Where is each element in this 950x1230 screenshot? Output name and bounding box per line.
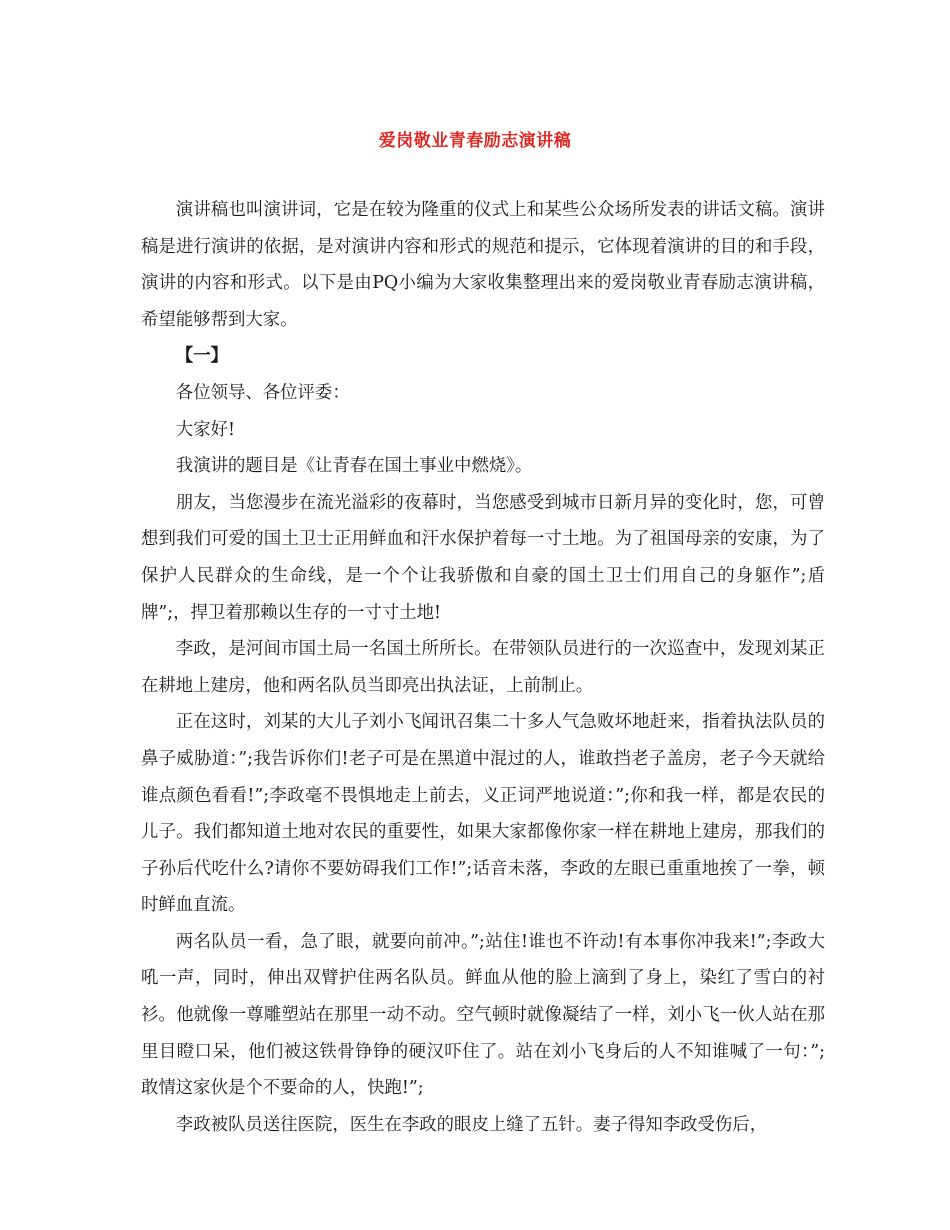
- paragraph: 李政，是河间市国土局一名国土所所长。在带领队员进行的一次巡查中，发现刘某正在耕地上建房，他和两名队员当即亮出执法证，上前制止。: [141, 639, 825, 696]
- paragraph-salutation: 各位领导、各位评委：: [175, 382, 350, 403]
- paragraph: 李政被队员送往医院，医生在李政的眼皮上缝了五针。妻子得知李政受伤后，: [175, 1114, 768, 1135]
- paragraph-intro: 演讲稿也叫演讲词，它是在较为隆重的仪式上和某些公众场所发表的讲话文稿。演讲稿是进行演讲的依据，是对演讲内容和形式的规范和提示，它体现着演讲的目的和手段，演讲的内容和形式。以下是由PQ小编为大家收集整理出来的爱岗敬业青春励志演讲稿，希望能够帮到大家。: [141, 200, 825, 330]
- document-title: 爱岗敬业青春励志演讲稿: [378, 131, 572, 151]
- document-body: [141, 192, 825, 1143]
- paragraph-greeting: 大家好!: [175, 419, 235, 440]
- paragraph: 朋友，当您漫步在流光溢彩的夜幕时，当您感受到城市日新月异的变化时，您，可曾想到我们可爱的国土卫士正用鲜血和汗水保护着每一寸土地。为了祖国母亲的安康，为了保护人民群众的生命线，是一个个让我骄傲和自豪的国土卫士们用自己的身躯作”;盾牌”;，捍卫着那赖以生存的一寸寸土地!: [141, 492, 825, 623]
- section-heading-one: 【一】: [175, 346, 228, 367]
- paragraph-topic: 我演讲的题目是《让青春在国土事业中燃烧》。: [175, 456, 533, 477]
- paragraph: 两名队员一看，急了眼，就要向前冲。”;站住!谁也不许动!有本事你冲我来!”;李政大吼一声，同时，伸出双臂护住两名队员。鲜血从他的脸上滴到了身上，染红了雪白的衬衫。他就像一尊雕塑站在那里一动不动。空气顿时就像凝结了一样，刘小飞一伙人站在那里目瞪口呆，他们被这铁骨铮铮的硬汉吓住了。站在刘小飞身后的人不知谁喊了一句：”;敢情这家伙是个不要命的人，快跑!”;: [141, 931, 825, 1099]
- paragraph: 正在这时，刘某的大儿子刘小飞闻讯召集二十多人气急败坏地赶来，指着执法队员的鼻子威胁道：”;我告诉你们!老子可是在黑道中混过的人，谁敢挡老子盖房，老子今天就给谁点颜色看看!”;李政毫不畏惧地走上前去，义正词严地说道：”;你和我一样，都是农民的儿子。我们都知道土地对农民的重要性，如果大家都像你家一样在耕地上建房，那我们的子孙后代吃什么?请你不要妨碍我们工作!”;话音未落，李政的左眼已重重地挨了一拳，顿时鲜血直流。: [141, 712, 825, 916]
